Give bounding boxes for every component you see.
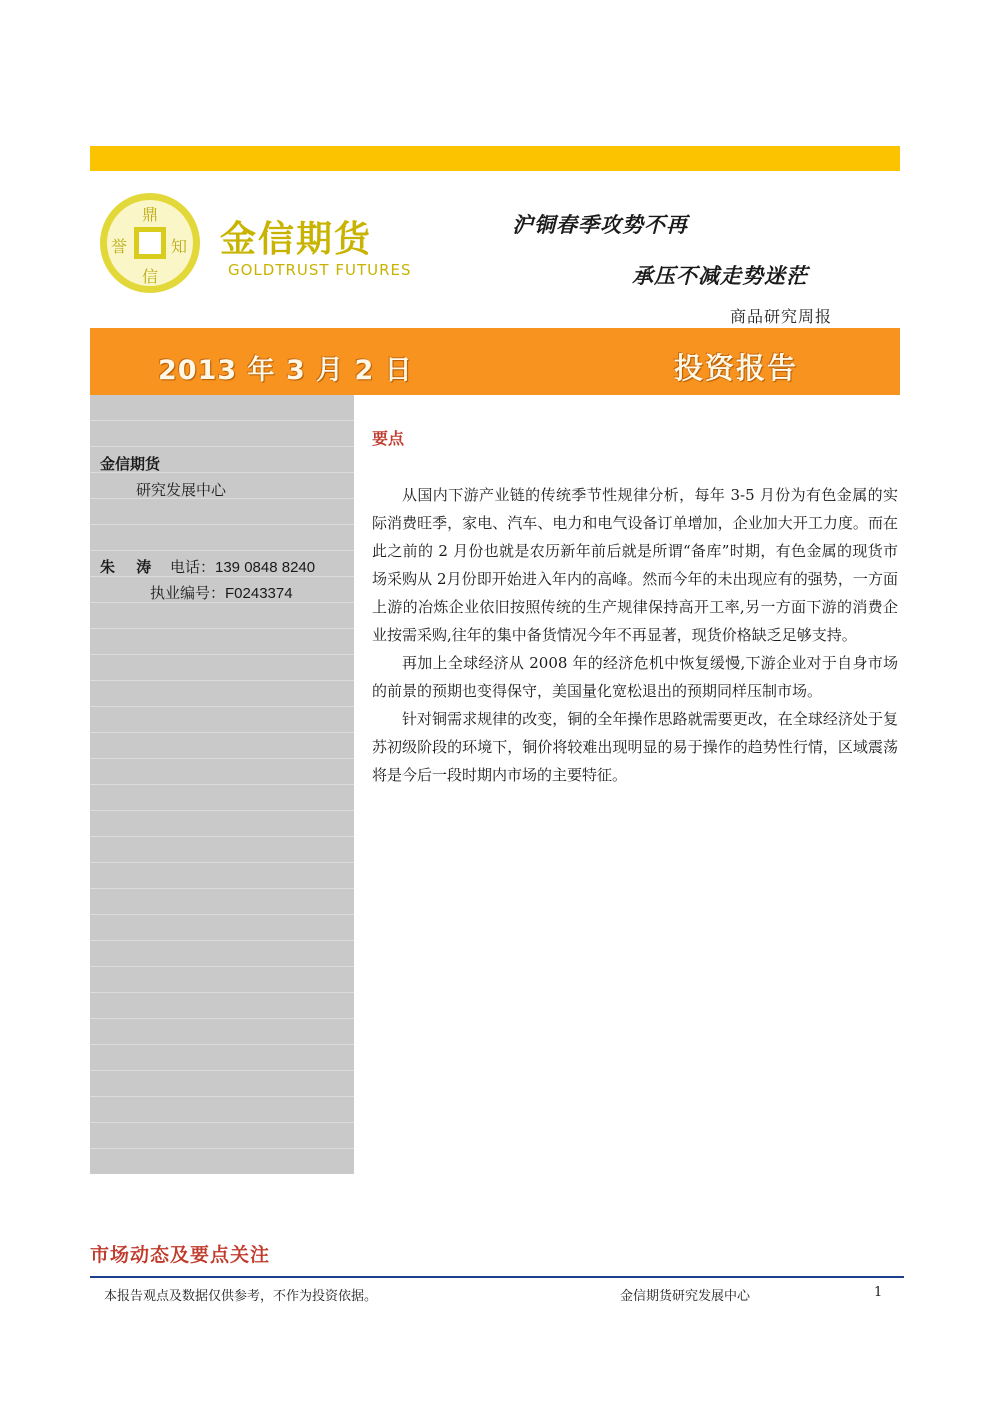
market-dynamics-title: 市场动态及要点关注 (90, 1244, 271, 1266)
logo-char-top: 鼎 (142, 205, 159, 224)
report-type-label: 商品研究周报 (730, 307, 833, 326)
sidebar-license: 执业编号：F0243374 (150, 585, 293, 602)
headline-secondary: 承压不减走势迷茫 (632, 263, 808, 288)
report-date: 2013 年 3 月 2 日 (158, 355, 413, 386)
headline-primary: 沪铜春季攻势不再 (512, 212, 688, 237)
info-sidebar (90, 395, 354, 1174)
paragraph: 再加上全球经济从 2008 年的经济危机中恢复缓慢,下游企业对于自身市场的前景的预期也变得保守，美国量化宽松退出的预期同样压制市场。 (372, 654, 898, 700)
paragraph: 针对铜需求规律的改变，铜的全年操作思路就需要更改，在全球经济处于复苏初级阶段的环境下，铜价将较难出现明显的易于操作的趋势性行情，区域震荡将是今后一段时期内市场的主要特征。 (372, 710, 898, 784)
sidebar-analyst-name: 朱 涛 (100, 558, 160, 576)
footer-org: 金信期货研究发展中心 (620, 1289, 751, 1304)
company-logo (100, 193, 420, 293)
footer-disclaimer: 本报告观点及数据仅供参考，不作为投资依据。 (104, 1289, 378, 1304)
key-points-title: 要点 (372, 429, 405, 448)
logo-char-left: 誉 (111, 237, 128, 256)
sidebar-phone: 电话：139 0848 8240 (170, 559, 316, 576)
logo-company-name: 金信期货 (220, 219, 373, 260)
paragraph: 从国内下游产业链的传统季节性规律分析，每年 3-5 月份为有色金属的实际消费旺季，家电、汽车、电力和电气设备订单增加，企业加大开工力度。而在此之前的 2 月份也就是农历新年前后就是所谓“备库”时期，有色金属的现货市场采购从 2月份即开始进入年内的高峰。然而今年的未出现应有的强势，一方面上游的冶炼企业依旧按照传统的生产规律保持高开工率,另一方面下游的消费企业按需采购,往年的集中备货情况今年不再显著，现货价格缺乏足够支持。 (372, 486, 898, 644)
date-band (90, 328, 900, 395)
sidebar-company: 金信期货 (100, 455, 161, 473)
logo-char-right: 知 (171, 237, 188, 256)
footer-divider (90, 1276, 904, 1278)
logo-emblem-icon (100, 193, 200, 293)
logo-inner-square (134, 227, 166, 259)
key-points-body (372, 481, 898, 789)
report-category: 投资报告 (674, 351, 799, 385)
page-number: 1 (874, 1285, 883, 1300)
sidebar-department: 研究发展中心 (136, 481, 227, 499)
logo-english-name: GOLDTRUST FUTURES (228, 261, 412, 279)
top-yellow-bar (90, 146, 900, 171)
logo-char-bottom: 信 (142, 267, 159, 286)
